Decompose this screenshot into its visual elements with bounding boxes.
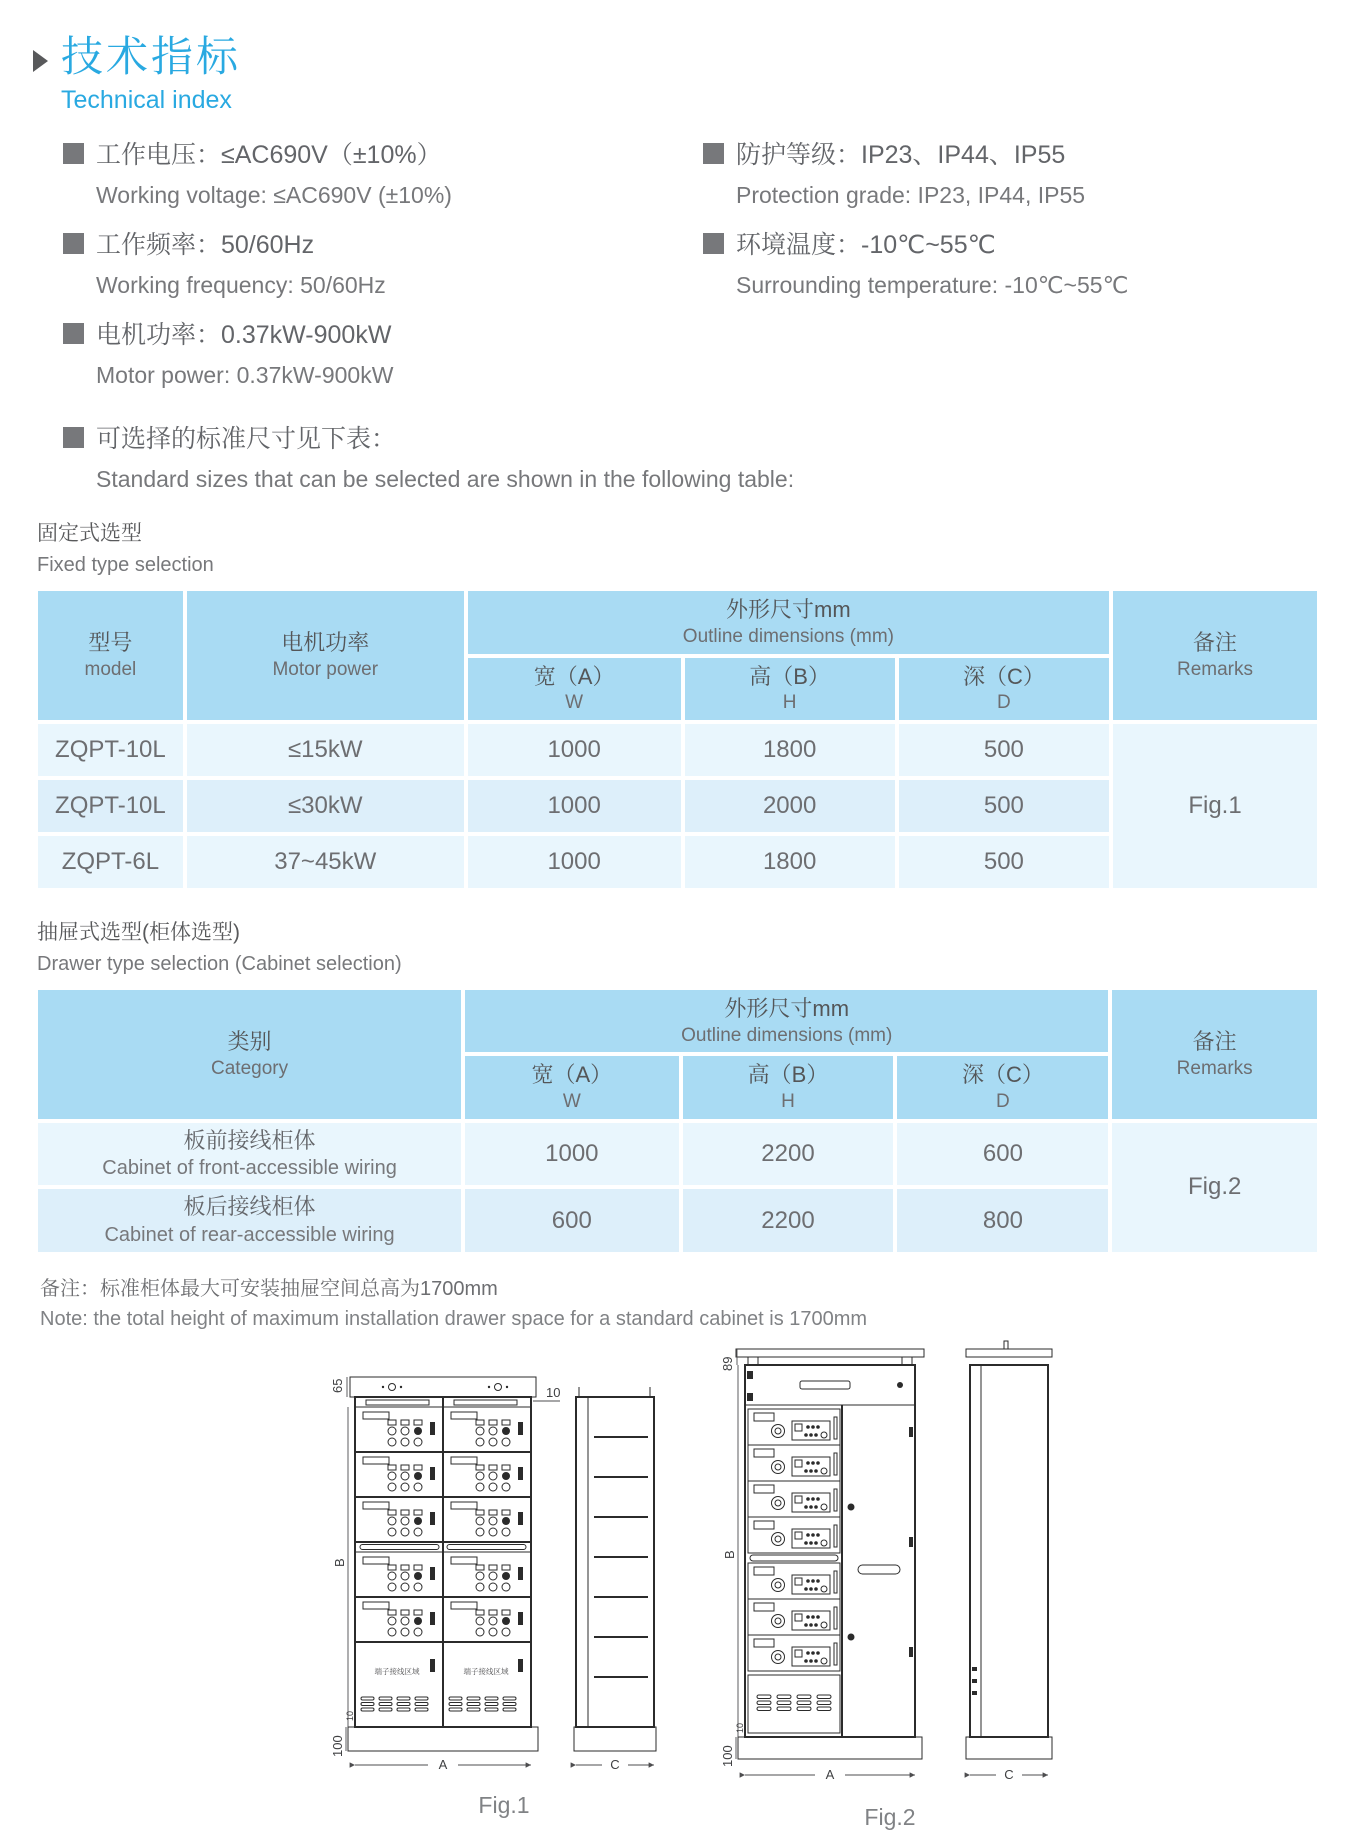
fig2-drawing <box>720 1337 1060 1795</box>
spec-zh-text: 电机功率：0.37kW-900kW <box>96 321 392 350</box>
table-intro <box>63 419 1357 493</box>
fig1-dim-gap: 10 <box>345 1710 355 1721</box>
square-bullet-icon <box>63 427 84 448</box>
cell-w: 1000 <box>468 780 681 832</box>
fixed-section-subtitle: Fixed type selection <box>37 554 214 577</box>
cell-model: ZQPT-10L <box>38 780 183 832</box>
drawer-section-title: 抽屉式选型(柜体选型) <box>37 920 240 944</box>
spec-item <box>63 225 663 299</box>
cell-w: 1000 <box>465 1123 678 1186</box>
square-bullet-icon <box>703 233 724 254</box>
spec-en-text: Protection grade: IP23, IP44, IP55 <box>736 182 1086 209</box>
spec-zh-text: 环境温度：-10℃~55℃ <box>736 231 996 260</box>
cell-category: 板后接线柜体 Cabinet of rear-accessible wiring <box>38 1189 461 1252</box>
th-depth: 深（C） D <box>897 1056 1108 1118</box>
fig1-dim-width: A <box>438 1756 448 1772</box>
intro-en-text: Standard sizes that can be selected are shown in the following table: <box>96 466 795 493</box>
cell-h: 2000 <box>685 780 895 832</box>
spec-item <box>63 315 663 389</box>
cell-d: 800 <box>897 1189 1108 1252</box>
th-remarks: 备注 Remarks <box>1112 990 1317 1119</box>
cell-d: 500 <box>899 780 1109 832</box>
cell-remark: Fig.2 <box>1112 1123 1317 1252</box>
cell-power: ≤15kW <box>187 724 464 776</box>
cell-power: 37~45kW <box>187 836 464 888</box>
fig1-dim-plinth: 100 <box>330 1735 345 1757</box>
cell-h: 2200 <box>683 1123 894 1186</box>
fig1-dim-depth: C <box>610 1756 620 1772</box>
fig1-terminal-area-label: 端子接线区域 <box>463 1666 509 1676</box>
spec-item <box>703 225 1128 299</box>
spec-zh-text: 工作频率：50/60Hz <box>96 231 315 260</box>
spec-item <box>63 135 663 209</box>
spec-zh-text: 工作电压：≤AC690V（±10%） <box>96 141 442 170</box>
cell-h: 1800 <box>685 836 895 888</box>
fig1-dim-cap: 65 <box>330 1378 345 1393</box>
th-outline-dimensions: 外形尺寸mm Outline dimensions (mm) <box>465 990 1108 1052</box>
table-row <box>38 1123 1317 1186</box>
figure-2 <box>720 1337 1060 1831</box>
cell-h: 2200 <box>683 1189 894 1252</box>
th-width: 宽（A） W <box>468 658 681 720</box>
spec-en-text: Motor power: 0.37kW-900kW <box>96 362 394 389</box>
cell-remark: Fig.1 <box>1113 724 1317 888</box>
cell-power: ≤30kW <box>187 780 464 832</box>
cell-h: 1800 <box>685 724 895 776</box>
fig2-dim-height: B <box>722 1550 737 1559</box>
spec-en-text: Working frequency: 50/60Hz <box>96 272 386 299</box>
fig1-caption: Fig.1 <box>478 1791 530 1818</box>
fig1-drawing <box>330 1359 678 1783</box>
cell-model: ZQPT-10L <box>38 724 183 776</box>
cell-d: 600 <box>897 1123 1108 1186</box>
spec-en-text: Working voltage: ≤AC690V (±10%) <box>96 182 452 209</box>
note-zh: 备注：标准柜体最大可安装抽屉空间总高为1700mm <box>40 1277 498 1300</box>
fig2-caption: Fig.2 <box>864 1803 916 1830</box>
th-height: 高（B） H <box>683 1056 894 1118</box>
cell-w: 600 <box>465 1189 678 1252</box>
th-motor-power: 电机功率 Motor power <box>187 591 464 720</box>
square-bullet-icon <box>63 233 84 254</box>
spec-en-text: Surrounding temperature: -10℃~55℃ <box>736 272 1129 299</box>
fig2-dim-cap: 89 <box>720 1356 735 1371</box>
cell-w: 1000 <box>468 724 681 776</box>
fig2-dim-depth: C <box>1004 1766 1014 1782</box>
th-model: 型号 model <box>38 591 183 720</box>
th-category: 类别 Category <box>38 990 461 1119</box>
note-en: Note: the total height of maximum installation drawer space for a standard cabinet is 1700mm <box>40 1307 868 1330</box>
th-remarks: 备注 Remarks <box>1113 591 1317 720</box>
table-row <box>38 724 1317 776</box>
drawer-section-subtitle: Drawer type selection (Cabinet selection) <box>37 952 402 975</box>
fig1-dim-top-right: 10 <box>546 1384 561 1400</box>
fig2-dim-plinth: 100 <box>720 1745 735 1767</box>
fig2-dim-gap: 10 <box>735 1722 745 1733</box>
fixed-table <box>34 587 1321 892</box>
cell-d: 500 <box>899 724 1109 776</box>
th-depth: 深（C） D <box>899 658 1109 720</box>
page-title: 技术指标 <box>61 33 242 80</box>
cell-d: 500 <box>899 836 1109 888</box>
specs-left-column <box>63 135 663 405</box>
page-subtitle: Technical index <box>61 86 232 115</box>
spec-item <box>703 135 1128 209</box>
intro-zh-text: 可选择的标准尺寸见下表： <box>96 425 397 454</box>
th-outline-dimensions: 外形尺寸mm Outline dimensions (mm) <box>468 591 1109 653</box>
cell-category: 板前接线柜体 Cabinet of front-accessible wiring <box>38 1123 461 1186</box>
square-bullet-icon <box>63 323 84 344</box>
title-wrap <box>61 34 241 115</box>
drawer-table <box>34 986 1321 1256</box>
fig1-terminal-area-label: 端子接线区域 <box>374 1666 420 1676</box>
square-bullet-icon <box>703 143 724 164</box>
fig2-dim-width: A <box>825 1766 835 1782</box>
figures-section <box>330 1331 1357 1831</box>
figure-1 <box>330 1359 678 1819</box>
cell-w: 1000 <box>468 836 681 888</box>
cell-model: ZQPT-6L <box>38 836 183 888</box>
page-header <box>0 0 1357 115</box>
fixed-section-title: 固定式选型 <box>37 522 142 546</box>
specs-section <box>0 135 1357 405</box>
specs-right-column <box>703 135 1128 405</box>
square-bullet-icon <box>63 143 84 164</box>
th-width: 宽（A） W <box>465 1056 678 1118</box>
fig1-dim-height: B <box>332 1558 347 1567</box>
spec-zh-text: 防护等级：IP23、IP44、IP55 <box>736 141 1066 170</box>
section-arrow-icon <box>33 50 48 72</box>
th-height: 高（B） H <box>685 658 895 720</box>
